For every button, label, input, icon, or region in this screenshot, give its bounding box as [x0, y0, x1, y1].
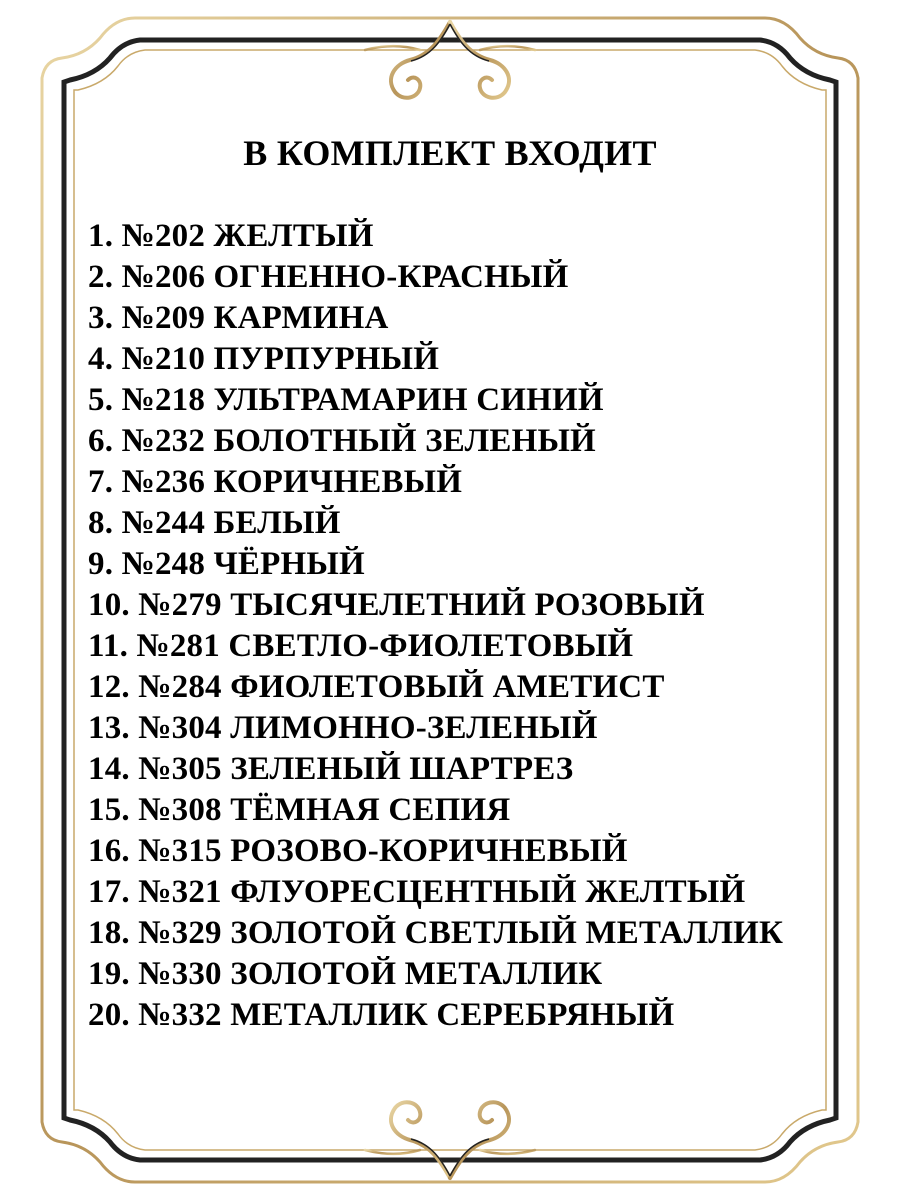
list-item: 18. №329 ЗОЛОТОЙ СВЕТЛЫЙ МЕТАЛЛИК — [88, 915, 784, 951]
list-item: 10. №279 ТЫСЯЧЕЛЕТНИЙ РОЗОВЫЙ — [88, 587, 705, 623]
list-item: 15. №308 ТЁМНАЯ СЕПИЯ — [88, 792, 511, 828]
list-item: 6. №232 БОЛОТНЫЙ ЗЕЛЕНЫЙ — [88, 423, 596, 459]
list-item: 12. №284 ФИОЛЕТОВЫЙ АМЕТИСТ — [88, 669, 665, 705]
list-item: 19. №330 ЗОЛОТОЙ МЕТАЛЛИК — [88, 956, 603, 992]
kit-contents-list — [88, 216, 783, 1036]
list-item: 13. №304 ЛИМОННО-ЗЕЛЕНЫЙ — [88, 710, 598, 746]
list-item: 5. №218 УЛЬТРАМАРИН СИНИЙ — [88, 382, 604, 418]
list-item: 2. №206 ОГНЕННО-КРАСНЫЙ — [88, 259, 569, 295]
list-item: 3. №209 КАРМИНА — [88, 300, 389, 336]
list-item: 16. №315 РОЗОВО-КОРИЧНЕВЫЙ — [88, 833, 628, 869]
list-item: 9. №248 ЧЁРНЫЙ — [88, 546, 365, 582]
list-item: 1. №202 ЖЕЛТЫЙ — [88, 218, 374, 254]
list-item: 14. №305 ЗЕЛЕНЫЙ ШАРТРЕЗ — [88, 751, 574, 787]
page-title: В КОМПЛЕКТ ВХОДИТ — [243, 133, 657, 173]
top-ornament — [365, 22, 535, 100]
list-item: 11. №281 СВЕТЛО-ФИОЛЕТОВЫЙ — [88, 628, 634, 664]
list-item: 4. №210 ПУРПУРНЫЙ — [88, 341, 440, 377]
list-item: 20. №332 МЕТАЛЛИК СЕРЕБРЯНЫЙ — [88, 997, 675, 1033]
list-item: 17. №321 ФЛУОРЕСЦЕНТНЫЙ ЖЕЛТЫЙ — [88, 874, 746, 910]
list-item: 8. №244 БЕЛЫЙ — [88, 505, 341, 541]
list-item: 7. №236 КОРИЧНЕВЫЙ — [88, 464, 463, 500]
